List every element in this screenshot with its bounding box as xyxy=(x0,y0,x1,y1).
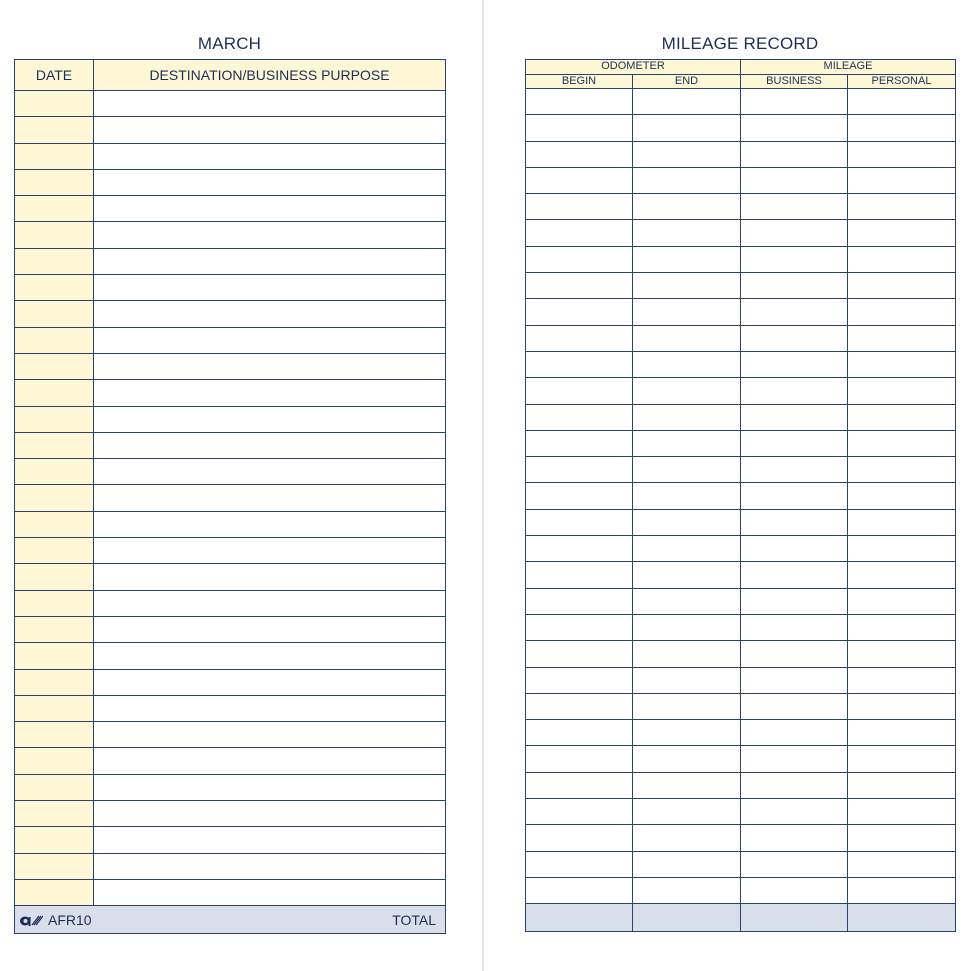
begin-entry-cell[interactable] xyxy=(526,325,633,351)
begin-entry-cell[interactable] xyxy=(526,299,633,325)
trip-log-row xyxy=(15,643,446,669)
end-entry-cell[interactable] xyxy=(633,693,741,719)
personal-entry-cell[interactable] xyxy=(848,378,956,404)
personal-entry-cell[interactable] xyxy=(848,877,956,903)
date-entry-cell[interactable] xyxy=(15,275,94,301)
begin-entry-cell[interactable] xyxy=(526,141,633,167)
trip-log-row xyxy=(15,695,446,721)
destination-entry-cell[interactable] xyxy=(94,406,446,432)
begin-entry-cell[interactable] xyxy=(526,825,633,851)
end-entry-cell[interactable] xyxy=(633,325,741,351)
business-entry-cell[interactable] xyxy=(741,614,848,640)
begin-entry-cell[interactable] xyxy=(526,667,633,693)
business-entry-cell[interactable] xyxy=(741,351,848,377)
brand-mark xyxy=(19,912,92,928)
date-entry-cell[interactable] xyxy=(15,853,94,879)
end-entry-cell[interactable] xyxy=(633,772,741,798)
business-entry-cell[interactable] xyxy=(741,536,848,562)
business-entry-cell[interactable] xyxy=(741,483,848,509)
destination-entry-cell[interactable] xyxy=(94,196,446,222)
end-entry-cell[interactable] xyxy=(633,457,741,483)
begin-column-header: BEGIN xyxy=(526,74,633,89)
date-entry-cell[interactable] xyxy=(15,511,94,537)
mileage-row xyxy=(526,746,956,772)
begin-entry-cell[interactable] xyxy=(526,588,633,614)
mileage-rows xyxy=(526,89,956,904)
business-entry-cell[interactable] xyxy=(741,851,848,877)
date-entry-cell[interactable] xyxy=(15,695,94,721)
personal-entry-cell[interactable] xyxy=(848,693,956,719)
date-entry-cell[interactable] xyxy=(15,774,94,800)
trip-log-row xyxy=(15,327,446,353)
end-entry-cell[interactable] xyxy=(633,667,741,693)
trip-log-row xyxy=(15,222,446,248)
personal-entry-cell[interactable] xyxy=(848,167,956,193)
date-entry-cell[interactable] xyxy=(15,801,94,827)
adams-logo-icon xyxy=(19,913,43,927)
form-code: AFR10 xyxy=(48,911,92,928)
destination-entry-cell[interactable] xyxy=(94,432,446,458)
total-row xyxy=(15,906,446,934)
trip-log-row xyxy=(15,669,446,695)
personal-entry-cell[interactable] xyxy=(848,457,956,483)
mileage-row xyxy=(526,614,956,640)
personal-total-cell[interactable] xyxy=(848,904,956,932)
end-total-cell[interactable] xyxy=(633,904,741,932)
mileage-row xyxy=(526,430,956,456)
personal-entry-cell[interactable] xyxy=(848,115,956,141)
trip-log-row xyxy=(15,564,446,590)
mileage-row xyxy=(526,351,956,377)
business-entry-cell[interactable] xyxy=(741,299,848,325)
date-entry-cell[interactable] xyxy=(15,722,94,748)
mileage-row xyxy=(526,693,956,719)
mileage-row xyxy=(526,325,956,351)
destination-entry-cell[interactable] xyxy=(94,301,446,327)
trip-log-row xyxy=(15,406,446,432)
business-entry-cell[interactable] xyxy=(741,877,848,903)
trip-log-row xyxy=(15,748,446,774)
trip-log-row xyxy=(15,143,446,169)
destination-entry-cell[interactable] xyxy=(94,353,446,379)
end-entry-cell[interactable] xyxy=(633,378,741,404)
personal-entry-cell[interactable] xyxy=(848,89,956,115)
date-entry-cell[interactable] xyxy=(15,590,94,616)
begin-entry-cell[interactable] xyxy=(526,194,633,220)
end-entry-cell[interactable] xyxy=(633,720,741,746)
personal-entry-cell[interactable] xyxy=(848,720,956,746)
begin-entry-cell[interactable] xyxy=(526,641,633,667)
personal-entry-cell[interactable] xyxy=(848,404,956,430)
business-entry-cell[interactable] xyxy=(741,246,848,272)
trip-log-row xyxy=(15,485,446,511)
business-entry-cell[interactable] xyxy=(741,430,848,456)
trip-log-row xyxy=(15,879,446,905)
business-entry-cell[interactable] xyxy=(741,378,848,404)
business-entry-cell[interactable] xyxy=(741,194,848,220)
business-entry-cell[interactable] xyxy=(741,720,848,746)
personal-entry-cell[interactable] xyxy=(848,536,956,562)
trip-log-row xyxy=(15,301,446,327)
begin-entry-cell[interactable] xyxy=(526,273,633,299)
trip-log-row xyxy=(15,538,446,564)
end-entry-cell[interactable] xyxy=(633,220,741,246)
destination-entry-cell[interactable] xyxy=(94,748,446,774)
personal-entry-cell[interactable] xyxy=(848,325,956,351)
end-entry-cell[interactable] xyxy=(633,430,741,456)
personal-entry-cell[interactable] xyxy=(848,194,956,220)
business-entry-cell[interactable] xyxy=(741,825,848,851)
end-entry-cell[interactable] xyxy=(633,851,741,877)
business-entry-cell[interactable] xyxy=(741,89,848,115)
begin-entry-cell[interactable] xyxy=(526,351,633,377)
trip-log-header-row xyxy=(15,60,446,91)
mileage-row xyxy=(526,825,956,851)
destination-entry-cell[interactable] xyxy=(94,564,446,590)
begin-entry-cell[interactable] xyxy=(526,378,633,404)
page-spine-divider xyxy=(482,0,484,971)
destination-entry-cell[interactable] xyxy=(94,774,446,800)
personal-entry-cell[interactable] xyxy=(848,588,956,614)
mileage-row xyxy=(526,562,956,588)
destination-entry-cell[interactable] xyxy=(94,380,446,406)
business-entry-cell[interactable] xyxy=(741,693,848,719)
date-column-header: DATE xyxy=(15,60,94,91)
mileage-row xyxy=(526,772,956,798)
date-entry-cell[interactable] xyxy=(15,353,94,379)
end-entry-cell[interactable] xyxy=(633,351,741,377)
trip-log-row xyxy=(15,91,446,117)
business-entry-cell[interactable] xyxy=(741,167,848,193)
end-entry-cell[interactable] xyxy=(633,746,741,772)
end-entry-cell[interactable] xyxy=(633,825,741,851)
begin-entry-cell[interactable] xyxy=(526,246,633,272)
begin-entry-cell[interactable] xyxy=(526,772,633,798)
mileage-record-title: MILEAGE RECORD xyxy=(661,34,819,53)
end-entry-cell[interactable] xyxy=(633,89,741,115)
end-entry-cell[interactable] xyxy=(633,404,741,430)
date-entry-cell[interactable] xyxy=(15,248,94,274)
mileage-row xyxy=(526,220,956,246)
begin-entry-cell[interactable] xyxy=(526,167,633,193)
personal-entry-cell[interactable] xyxy=(848,351,956,377)
date-entry-cell[interactable] xyxy=(15,669,94,695)
destination-entry-cell[interactable] xyxy=(94,248,446,274)
business-entry-cell[interactable] xyxy=(741,641,848,667)
odometer-group-header: ODOMETER xyxy=(526,60,741,75)
business-entry-cell[interactable] xyxy=(741,141,848,167)
destination-entry-cell[interactable] xyxy=(94,669,446,695)
end-entry-cell[interactable] xyxy=(633,167,741,193)
trip-log-row xyxy=(15,722,446,748)
end-entry-cell[interactable] xyxy=(633,641,741,667)
business-entry-cell[interactable] xyxy=(741,562,848,588)
destination-entry-cell[interactable] xyxy=(94,695,446,721)
mileage-row xyxy=(526,720,956,746)
trip-log-footer-row xyxy=(15,906,446,934)
destination-entry-cell[interactable] xyxy=(94,169,446,195)
begin-entry-cell[interactable] xyxy=(526,457,633,483)
trip-log-row xyxy=(15,380,446,406)
mileage-total-row xyxy=(526,904,956,932)
date-entry-cell[interactable] xyxy=(15,748,94,774)
personal-entry-cell[interactable] xyxy=(848,614,956,640)
mileage-row xyxy=(526,299,956,325)
trip-log-row xyxy=(15,511,446,537)
date-entry-cell[interactable] xyxy=(15,196,94,222)
mileage-row xyxy=(526,404,956,430)
personal-entry-cell[interactable] xyxy=(848,562,956,588)
mileage-row xyxy=(526,194,956,220)
personal-entry-cell[interactable] xyxy=(848,273,956,299)
end-entry-cell[interactable] xyxy=(633,299,741,325)
end-entry-cell[interactable] xyxy=(633,141,741,167)
personal-entry-cell[interactable] xyxy=(848,299,956,325)
mileage-record-table xyxy=(525,59,956,932)
trip-log-row xyxy=(15,827,446,853)
end-entry-cell[interactable] xyxy=(633,799,741,825)
trip-log-row xyxy=(15,432,446,458)
end-column-header: END xyxy=(633,74,741,89)
date-entry-cell[interactable] xyxy=(15,380,94,406)
destination-entry-cell[interactable] xyxy=(94,91,446,117)
destination-entry-cell[interactable] xyxy=(94,327,446,353)
destination-entry-cell[interactable] xyxy=(94,643,446,669)
destination-column-header: DESTINATION/BUSINESS PURPOSE xyxy=(94,60,446,91)
mileage-row xyxy=(526,115,956,141)
destination-entry-cell[interactable] xyxy=(94,616,446,642)
mileage-row xyxy=(526,246,956,272)
begin-entry-cell[interactable] xyxy=(526,877,633,903)
personal-entry-cell[interactable] xyxy=(848,220,956,246)
mileage-row xyxy=(526,89,956,115)
date-entry-cell[interactable] xyxy=(15,879,94,905)
mileage-group-header: MILEAGE xyxy=(741,60,956,75)
begin-entry-cell[interactable] xyxy=(526,483,633,509)
date-entry-cell[interactable] xyxy=(15,406,94,432)
personal-entry-cell[interactable] xyxy=(848,746,956,772)
destination-entry-cell[interactable] xyxy=(94,459,446,485)
destination-entry-cell[interactable] xyxy=(94,222,446,248)
mileage-row xyxy=(526,667,956,693)
business-entry-cell[interactable] xyxy=(741,746,848,772)
end-entry-cell[interactable] xyxy=(633,877,741,903)
destination-entry-cell[interactable] xyxy=(94,801,446,827)
date-entry-cell[interactable] xyxy=(15,643,94,669)
personal-entry-cell[interactable] xyxy=(848,772,956,798)
personal-column-header: PERSONAL xyxy=(848,74,956,89)
trip-log-row xyxy=(15,774,446,800)
business-entry-cell[interactable] xyxy=(741,772,848,798)
destination-entry-cell[interactable] xyxy=(94,827,446,853)
date-entry-cell[interactable] xyxy=(15,459,94,485)
month-title: MARCH xyxy=(197,34,262,53)
personal-entry-cell[interactable] xyxy=(848,851,956,877)
trip-log-row xyxy=(15,353,446,379)
trip-log-row xyxy=(15,275,446,301)
mileage-row xyxy=(526,877,956,903)
end-entry-cell[interactable] xyxy=(633,246,741,272)
trip-log-row xyxy=(15,169,446,195)
date-entry-cell[interactable] xyxy=(15,616,94,642)
mileage-group-header-row xyxy=(526,60,956,75)
business-entry-cell[interactable] xyxy=(741,509,848,535)
trip-log-table xyxy=(14,59,446,934)
business-total-cell[interactable] xyxy=(741,904,848,932)
begin-entry-cell[interactable] xyxy=(526,720,633,746)
personal-entry-cell[interactable] xyxy=(848,799,956,825)
trip-log-rows xyxy=(15,91,446,906)
personal-entry-cell[interactable] xyxy=(848,246,956,272)
personal-entry-cell[interactable] xyxy=(848,483,956,509)
begin-entry-cell[interactable] xyxy=(526,115,633,141)
trip-log-row xyxy=(15,248,446,274)
business-entry-cell[interactable] xyxy=(741,588,848,614)
begin-entry-cell[interactable] xyxy=(526,851,633,877)
business-entry-cell[interactable] xyxy=(741,457,848,483)
personal-entry-cell[interactable] xyxy=(848,430,956,456)
trip-log-row xyxy=(15,853,446,879)
begin-entry-cell[interactable] xyxy=(526,536,633,562)
destination-entry-cell[interactable] xyxy=(94,879,446,905)
trip-log-row xyxy=(15,801,446,827)
begin-entry-cell[interactable] xyxy=(526,404,633,430)
mileage-row xyxy=(526,141,956,167)
end-entry-cell[interactable] xyxy=(633,509,741,535)
trip-log-row xyxy=(15,117,446,143)
business-column-header: BUSINESS xyxy=(741,74,848,89)
begin-entry-cell[interactable] xyxy=(526,89,633,115)
business-entry-cell[interactable] xyxy=(741,799,848,825)
end-entry-cell[interactable] xyxy=(633,273,741,299)
mileage-row xyxy=(526,641,956,667)
trip-log-row xyxy=(15,196,446,222)
mileage-row xyxy=(526,851,956,877)
business-entry-cell[interactable] xyxy=(741,667,848,693)
trip-log-row xyxy=(15,616,446,642)
date-entry-cell[interactable] xyxy=(15,564,94,590)
date-entry-cell[interactable] xyxy=(15,222,94,248)
end-entry-cell[interactable] xyxy=(633,194,741,220)
personal-entry-cell[interactable] xyxy=(848,667,956,693)
date-entry-cell[interactable] xyxy=(15,327,94,353)
begin-entry-cell[interactable] xyxy=(526,799,633,825)
mileage-row xyxy=(526,588,956,614)
begin-entry-cell[interactable] xyxy=(526,430,633,456)
mileage-row xyxy=(526,509,956,535)
mileage-row xyxy=(526,167,956,193)
destination-entry-cell[interactable] xyxy=(94,511,446,537)
destination-entry-cell[interactable] xyxy=(94,117,446,143)
total-label: TOTAL xyxy=(392,911,436,928)
date-entry-cell[interactable] xyxy=(15,91,94,117)
begin-entry-cell[interactable] xyxy=(526,562,633,588)
date-entry-cell[interactable] xyxy=(15,301,94,327)
date-entry-cell[interactable] xyxy=(15,117,94,143)
date-entry-cell[interactable] xyxy=(15,827,94,853)
personal-entry-cell[interactable] xyxy=(848,509,956,535)
mileage-row xyxy=(526,457,956,483)
mileage-row xyxy=(526,378,956,404)
date-entry-cell[interactable] xyxy=(15,432,94,458)
end-entry-cell[interactable] xyxy=(633,588,741,614)
begin-entry-cell[interactable] xyxy=(526,693,633,719)
end-entry-cell[interactable] xyxy=(633,536,741,562)
begin-entry-cell[interactable] xyxy=(526,220,633,246)
date-entry-cell[interactable] xyxy=(15,169,94,195)
mileage-row xyxy=(526,273,956,299)
date-entry-cell[interactable] xyxy=(15,538,94,564)
trip-log-row xyxy=(15,590,446,616)
business-entry-cell[interactable] xyxy=(741,325,848,351)
begin-entry-cell[interactable] xyxy=(526,509,633,535)
date-entry-cell[interactable] xyxy=(15,485,94,511)
business-entry-cell[interactable] xyxy=(741,220,848,246)
destination-entry-cell[interactable] xyxy=(94,275,446,301)
date-entry-cell[interactable] xyxy=(15,143,94,169)
destination-entry-cell[interactable] xyxy=(94,853,446,879)
end-entry-cell[interactable] xyxy=(633,115,741,141)
end-entry-cell[interactable] xyxy=(633,562,741,588)
personal-entry-cell[interactable] xyxy=(848,141,956,167)
destination-entry-cell[interactable] xyxy=(94,143,446,169)
personal-entry-cell[interactable] xyxy=(848,825,956,851)
begin-entry-cell[interactable] xyxy=(526,746,633,772)
personal-entry-cell[interactable] xyxy=(848,641,956,667)
begin-total-cell[interactable] xyxy=(526,904,633,932)
business-entry-cell[interactable] xyxy=(741,115,848,141)
mileage-column-header-row xyxy=(526,74,956,89)
end-entry-cell[interactable] xyxy=(633,614,741,640)
destination-entry-cell[interactable] xyxy=(94,485,446,511)
end-entry-cell[interactable] xyxy=(633,483,741,509)
mileage-row xyxy=(526,536,956,562)
business-entry-cell[interactable] xyxy=(741,404,848,430)
mileage-row xyxy=(526,483,956,509)
mileage-row xyxy=(526,799,956,825)
destination-entry-cell[interactable] xyxy=(94,538,446,564)
trip-log-row xyxy=(15,459,446,485)
begin-entry-cell[interactable] xyxy=(526,614,633,640)
destination-entry-cell[interactable] xyxy=(94,722,446,748)
business-entry-cell[interactable] xyxy=(741,273,848,299)
destination-entry-cell[interactable] xyxy=(94,590,446,616)
